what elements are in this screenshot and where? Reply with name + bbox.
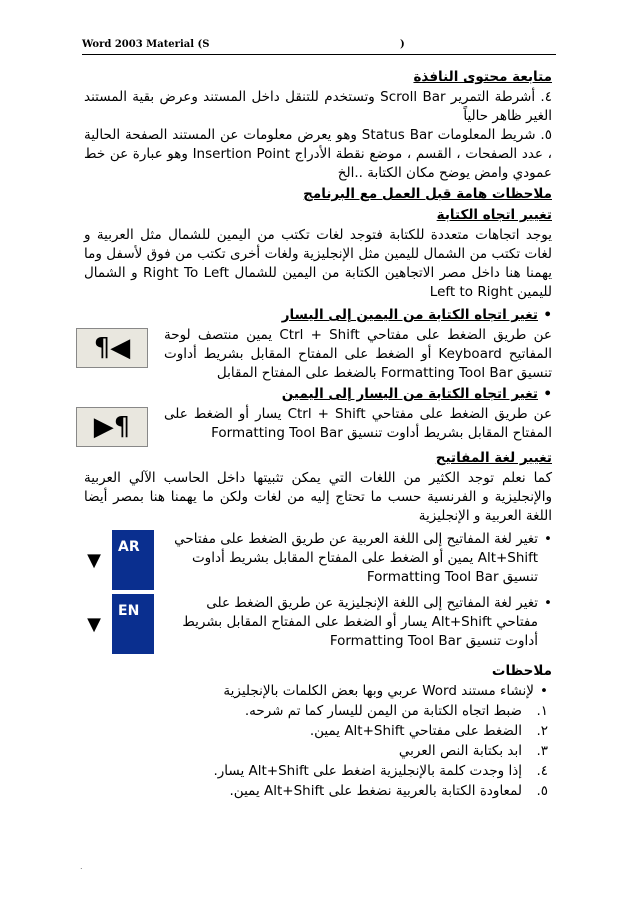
ltr-title: • تغير اتجاه الكتابة من اليسار إلى اليمين bbox=[164, 385, 552, 404]
document-body bbox=[84, 66, 552, 802]
list-item bbox=[144, 742, 548, 761]
scrollbar-item: ٤. أشرطة التمرير Scroll Bar وتستخدم للتنقل داخل المستند وعرض بقية المستند الغير ظاهر حالياً bbox=[84, 89, 552, 124]
chevron-down-icon: ▼ bbox=[76, 530, 112, 590]
list-item bbox=[144, 782, 548, 801]
list-item-number: ٢. bbox=[536, 723, 548, 739]
header-left: Word 2003 Material (S bbox=[82, 39, 210, 50]
list-item-number: ١. bbox=[536, 703, 548, 719]
en-label: EN bbox=[112, 594, 154, 654]
footer-mark: . bbox=[80, 862, 83, 871]
ar-label: AR bbox=[112, 530, 154, 590]
statusbar-item: ٥. شريط المعلومات Status Bar وهو يعرض معلومات عن المستند الصفحة الحالية ، عدد الصفحات ، القسم ، موضع نقطة الأدراج Insertion Point وهو عبارة عن خط عمودي وامض يوضح مكان الكتابة ..الخ bbox=[84, 127, 552, 181]
list-item-number: ٤. bbox=[536, 763, 548, 779]
rtl-block bbox=[84, 306, 552, 383]
header-right: ) bbox=[400, 39, 405, 50]
direction-title: تغيير اتجاه الكتابة bbox=[436, 207, 552, 223]
page-header bbox=[82, 38, 556, 55]
list-item-text: لمعاودة الكتابة بالعربية نضغط على Alt+Shift يمين. bbox=[229, 783, 522, 799]
list-item-number: ٥. bbox=[536, 783, 548, 799]
list-item-text: ابد بكتابة النص العربي bbox=[398, 743, 522, 759]
rtl-text: عن طريق الضغط على مفتاحي Ctrl + Shift يمين منتصف لوحة المفاتيح Keyboard أو الضغط على المفتاح المقابل بشريط أداوت تنسيق Formatting Tool Bar بالضغط على المفتاح المقابل bbox=[164, 327, 552, 381]
list-item-text: إذا وجدت كلمة بالإنجليزية اضغط على Alt+Shift يسار. bbox=[213, 763, 522, 779]
list-item-text: ضبط اتجاه الكتابة من اليمن لليسار كما تم شرحه. bbox=[244, 703, 522, 719]
ltr-text: عن طريق الضغط على مفتاحي Ctrl + Shift يسار أو الضغط على المفتاح المقابل بشريط أداوت تنسيق Formatting Tool Bar bbox=[164, 406, 552, 441]
window-section-title: متابعة محتوى النافذة bbox=[413, 69, 552, 85]
notes-list bbox=[144, 702, 548, 801]
ltr-block bbox=[84, 385, 552, 443]
rtl-title: • تغير اتجاه الكتابة من اليمين إلى اليسار bbox=[164, 306, 552, 325]
en-text: • تغير لغة المفاتيح إلى اللغة الإنجليزية عن طريق الضغط على مفتاحي Alt+Shift يسار أو الضغط على المفتاح المقابل بشريط أداوت تنسيق Formatting Tool Bar bbox=[164, 594, 552, 651]
ar-text: • تغير لغة المفاتيح إلى اللغة العربية عن طريق الضغط على مفتاحي Alt+Shift يمين أو الضغط على المفتاح المقابل بشريط أداوت تنسيق Formatting Tool Bar bbox=[164, 530, 552, 587]
notes-bullet: • لإنشاء مستند Word عربي وبها بعض الكلمات بالإنجليزية bbox=[144, 682, 548, 701]
language-intro: كما نعلم توجد الكثير من اللغات التي يمكن تثبيتها داخل الحاسب الآلي العربية والإنجليزية و الفرنسية حسب ما تحتاج إليه من لغات ولكن ما يهمنا هنا بمصر أيضا اللغة العربية و الإنجليزية bbox=[84, 470, 552, 524]
en-language-button[interactable] bbox=[76, 594, 154, 654]
ar-block bbox=[84, 530, 552, 590]
notes-title: ملاحظات bbox=[491, 663, 552, 679]
language-title: تغيير لغة المفاتيح bbox=[435, 450, 552, 466]
list-item bbox=[144, 722, 548, 741]
list-item-number: ٣. bbox=[536, 743, 548, 759]
rtl-paragraph-icon: ¶◀ bbox=[76, 328, 148, 368]
en-block bbox=[84, 594, 552, 654]
notes-important-title: ملاحظات هامة قبل العمل مع البرنامج bbox=[303, 186, 552, 202]
list-item bbox=[144, 702, 548, 721]
chevron-down-icon: ▼ bbox=[76, 594, 112, 654]
ar-language-button[interactable] bbox=[76, 530, 154, 590]
direction-intro: يوجد اتجاهات متعددة للكتابة فتوجد لغات تكتب من اليمين للشمال مثل العربية و لغات تكتب من الشمال لليمين مثل الإنجليزية ولغات أخرى تكتب من فوق لأسفل وما يهمنا هنا داخل مصر الاتجاهين الكتابة من اليمين للشمال Right To Left و الشمال لليمين Left to Right bbox=[84, 227, 553, 300]
ltr-paragraph-icon: ▶¶ bbox=[76, 407, 148, 447]
list-item bbox=[144, 762, 548, 781]
list-item-text: الضغط على مفتاحي Alt+Shift يمين. bbox=[309, 723, 522, 739]
